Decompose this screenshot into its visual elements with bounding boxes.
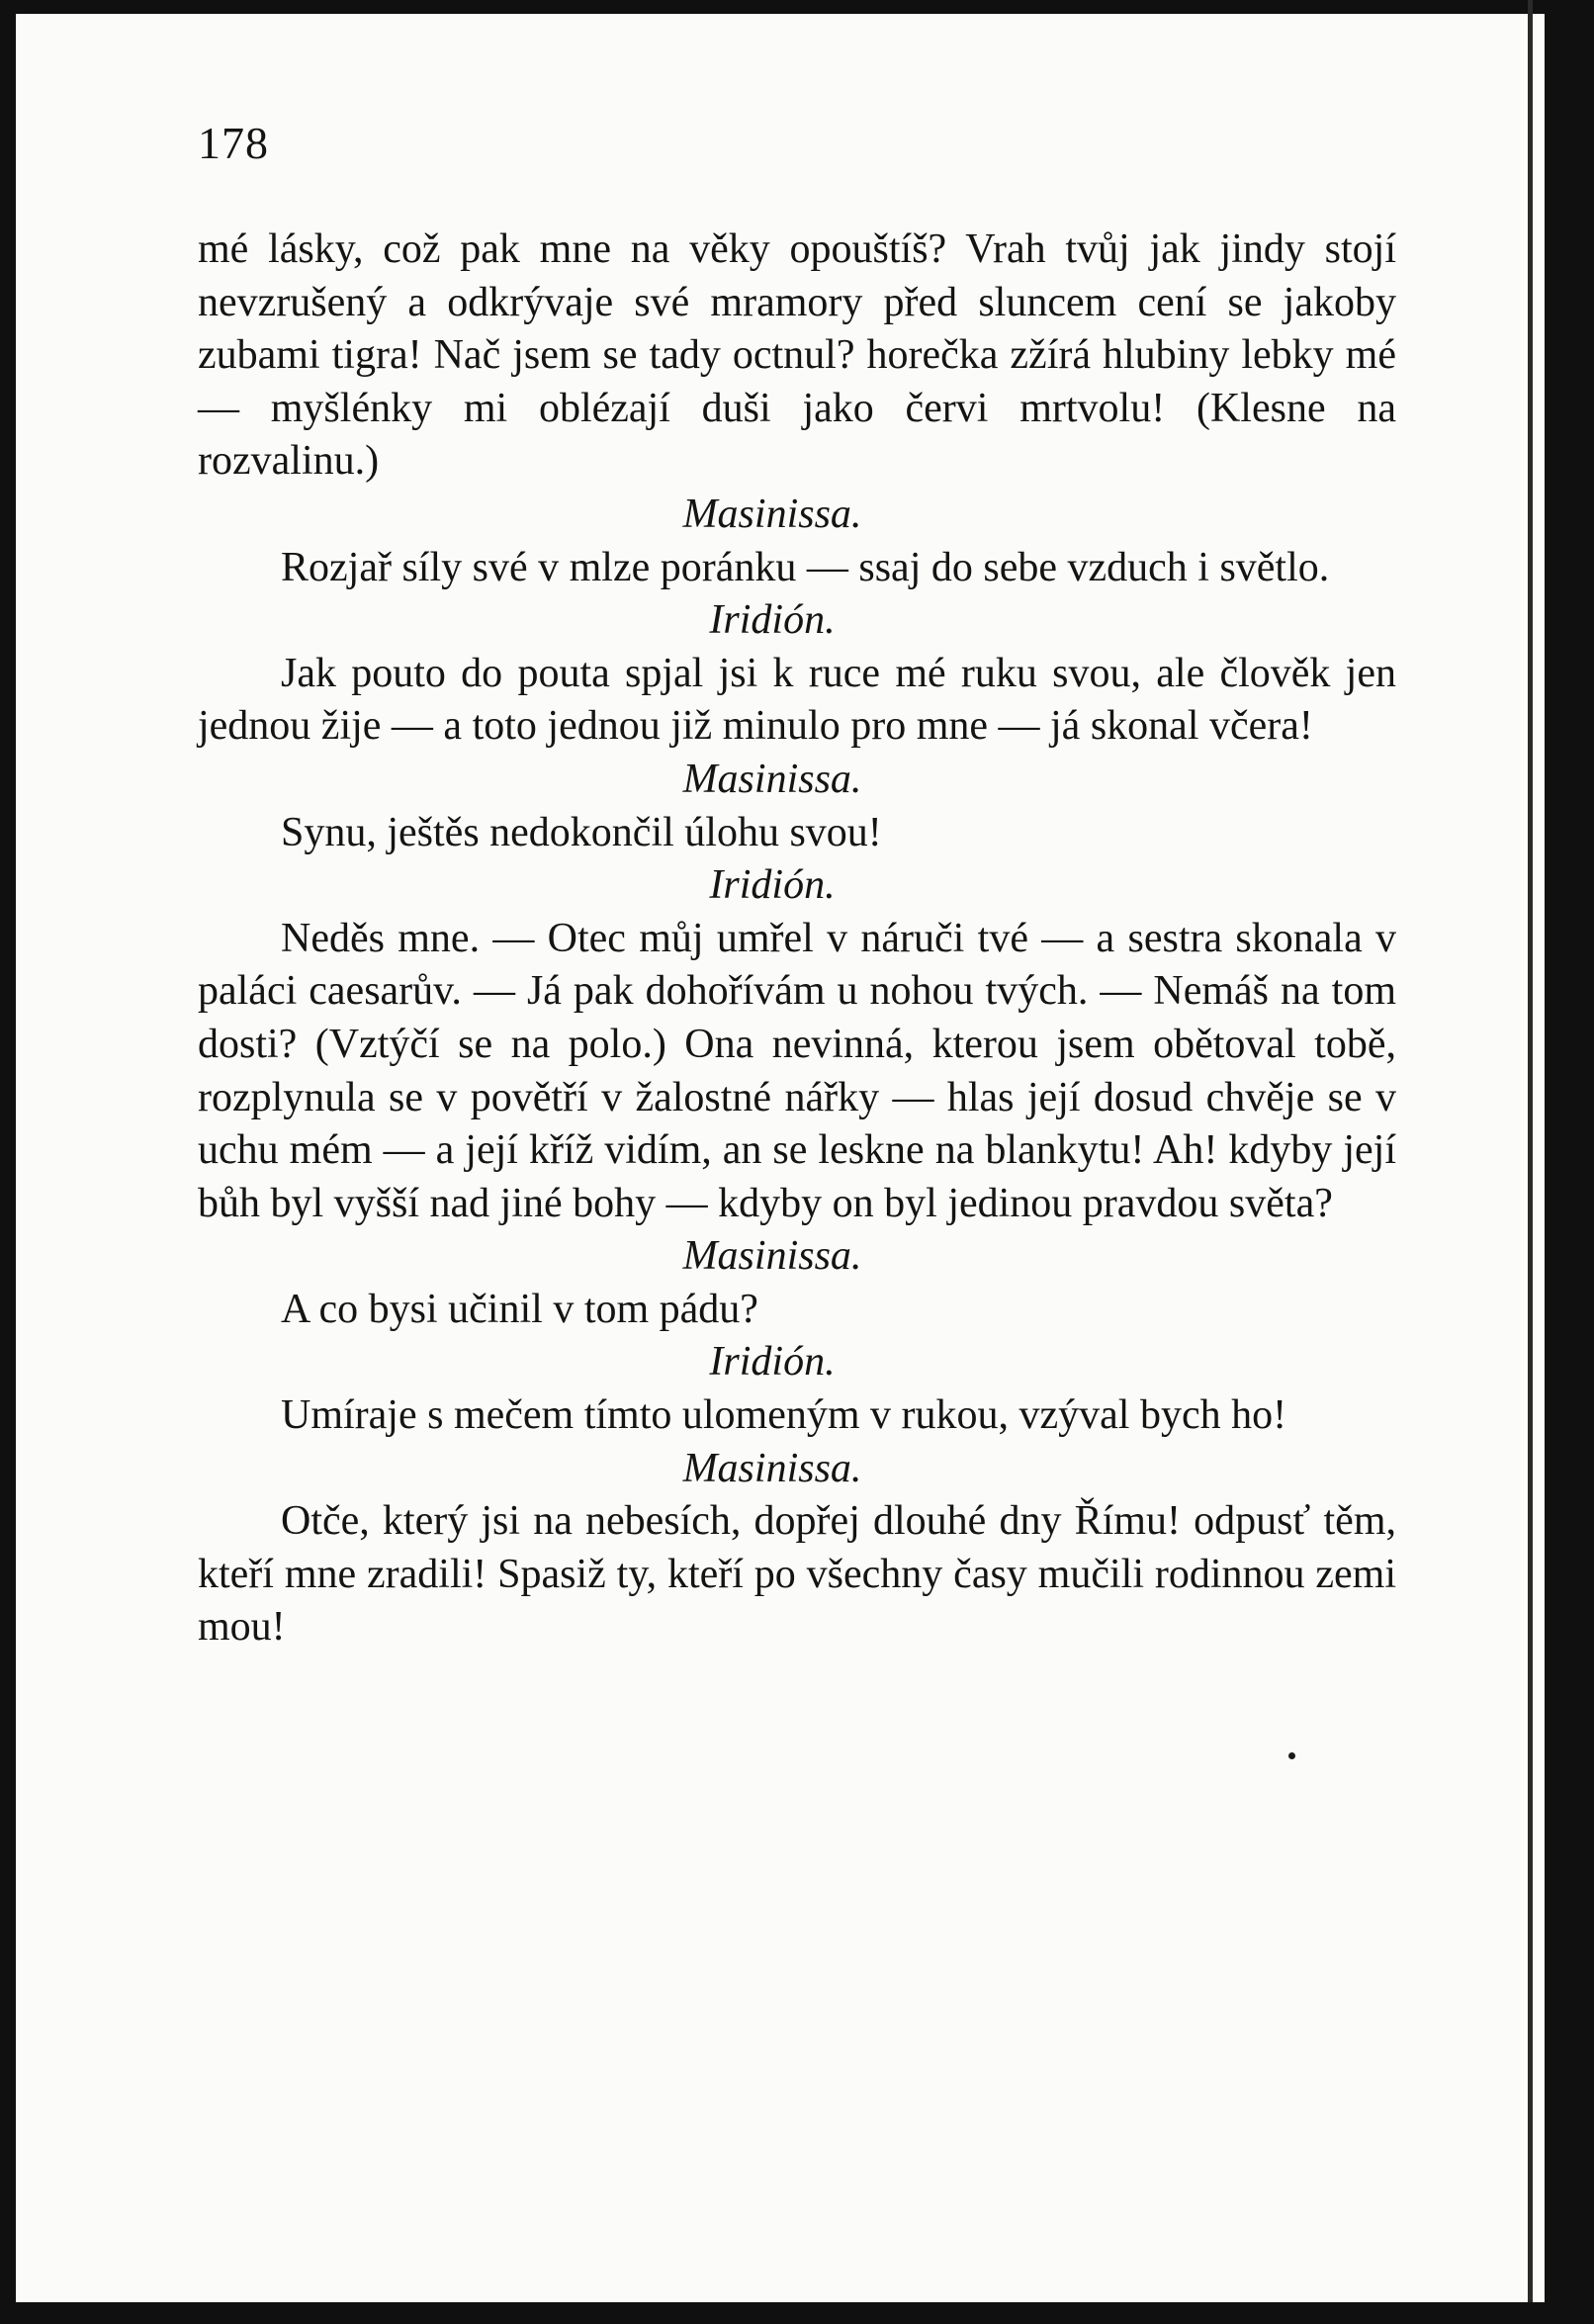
paragraph: Jak pouto do pouta spjal jsi k ruce mé ruku svou, ale člověk jen jednou žije — a toto jednou již minulo pro mne — já skonal včera! [198, 650, 1396, 750]
scan-border-right-inner [1528, 0, 1533, 2324]
ink-speck [1288, 1752, 1295, 1759]
speaker-name: Iridión. [709, 1339, 836, 1385]
paragraph: Neděs mne. — Otec můj umřel v náruči tvé — a sestra skonala v paláci caesarův. — Já pak dohořívám u nohou tvých. — Nemáš na tom dosti? (Vztýčí se na polo.) Ona nevinná, kterou jsem obětoval tobě, rozplynula se v povětří v žalostné nářky — hlas její dosud chvěje se v uchu mém — a její kříž vidím, an se leskne na blankytu! Ah! kdyby její bůh byl vyšší nad jiné bohy — kdyby on byl jedinou pravdou světa? [198, 915, 1396, 1226]
paragraph: A co bysi učinil v tom pádu? [281, 1286, 758, 1332]
scan-border-left [0, 0, 16, 2324]
paragraph: Otče, který jsi na nebesích, dopřej dlouhé dny Římu! odpusť těm, kteří mne zradili! Spasiž ty, kteří po všechny časy mučili rodinnou zemi mou! [198, 1498, 1396, 1651]
scan-border-right [1545, 0, 1594, 2324]
paragraph: mé lásky, což pak mne na věky opouštíš? Vrah tvůj jak jindy stojí nevzrušený a odkrývaje své mramory před sluncem cení se jakoby zubami tigra! Nač jsem se tady octnul? horečka zžírá hlubiny lebky mé — myšlénky mi oblézají duši jako červi mrtvolu! (Klesne na rozvalinu.) [198, 226, 1396, 485]
speaker-name: Masinissa. [682, 1233, 862, 1280]
paragraph: Rozjař síly své v mlze poránku — ssaj do sebe vzduch i světlo. [281, 544, 1330, 590]
page-number: 178 [198, 118, 269, 168]
speaker-name: Iridión. [709, 597, 836, 644]
speaker-name: Iridión. [709, 862, 836, 909]
speaker-name: Masinissa. [682, 756, 862, 802]
scan-border-bottom [0, 2302, 1594, 2324]
page-text [198, 223, 1396, 1654]
speaker-name: Masinissa. [682, 1445, 862, 1491]
paragraph: Synu, ještěs nedokončil úlohu svou! [281, 809, 882, 855]
paragraph: Umíraje s mečem tímto ulomeným v rukou, vzýval bych ho! [281, 1392, 1287, 1439]
scan-border-top [0, 0, 1594, 14]
speaker-name: Masinissa. [682, 491, 862, 537]
